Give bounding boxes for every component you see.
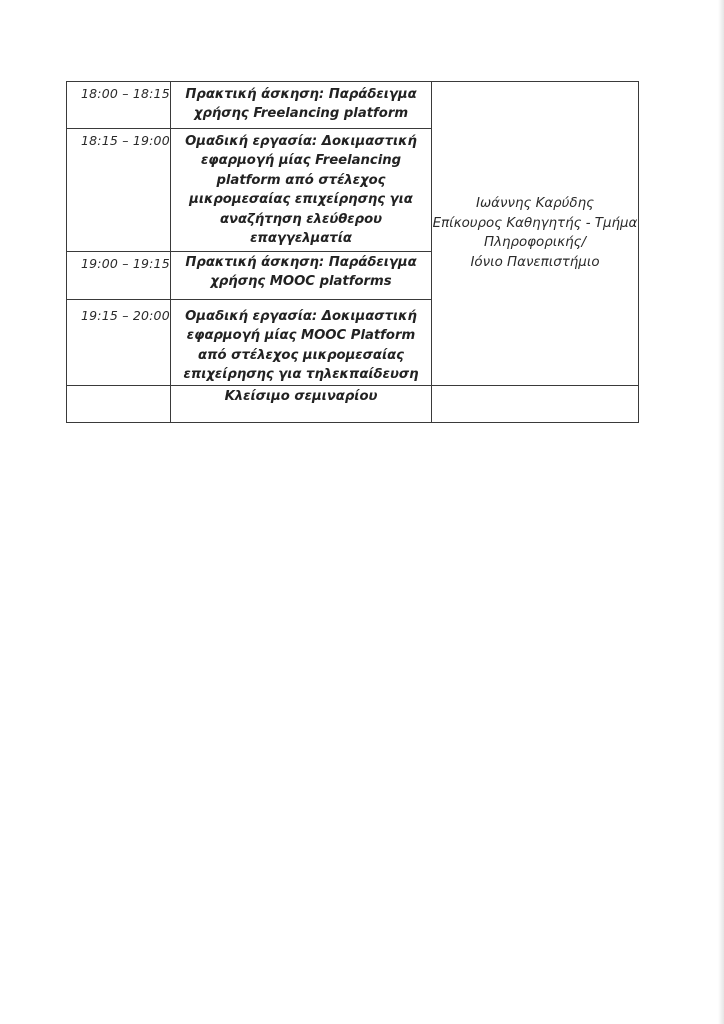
time-slot [67, 386, 170, 390]
activity-text: Πρακτική άσκηση: Παράδειγμα χρήσης MOOC platforms [185, 255, 417, 290]
speaker-title: Επίκουρος Καθηγητής - Τμήμα [432, 215, 638, 231]
time-slot: 18:00 – 18:15 [81, 86, 170, 101]
table-row [67, 385, 639, 422]
activity-text: Ομαδική εργασία: Δοκιμαστική εφαρμογή μίας Freelancing platform από στέλεχος μικρομεσαίας επιχείρησης για αναζήτηση ελεύθερου επαγγελματία [185, 134, 417, 247]
speaker-name: Ιωάννης Καρύδης [476, 196, 594, 212]
page-edge-shadow [718, 0, 724, 1024]
time-cell [67, 129, 171, 252]
speaker-cell-empty [432, 385, 639, 422]
schedule-table [66, 81, 639, 423]
speaker-cell [432, 82, 639, 386]
activity-text: Πρακτική άσκηση: Παράδειγμα χρήσης Freelancing platform [185, 87, 417, 122]
activity-cell [171, 252, 432, 300]
time-cell [67, 82, 171, 129]
activity-text: Ομαδική εργασία: Δοκιμαστική εφαρμογή μίας MOOC Platform από στέλεχος μικρομεσαίας επιχείρησης για τηλεκπαίδευση [183, 309, 419, 383]
activity-cell [171, 82, 432, 129]
activity-text: Κλείσιμο σεμιναρίου [224, 388, 378, 404]
activity-cell [171, 129, 432, 252]
time-slot: 19:15 – 20:00 [81, 308, 170, 323]
time-cell [67, 300, 171, 386]
speaker-department: Πληροφορικής/ [484, 235, 586, 251]
activity-cell [171, 385, 432, 422]
time-slot: 18:15 – 19:00 [81, 133, 170, 148]
time-slot: 19:00 – 19:15 [81, 256, 170, 271]
time-cell [67, 385, 171, 422]
activity-cell [171, 300, 432, 386]
speaker-institution: Ιόνιο Πανεπιστήμιο [470, 254, 600, 270]
table-row [67, 82, 639, 129]
time-cell [67, 252, 171, 300]
